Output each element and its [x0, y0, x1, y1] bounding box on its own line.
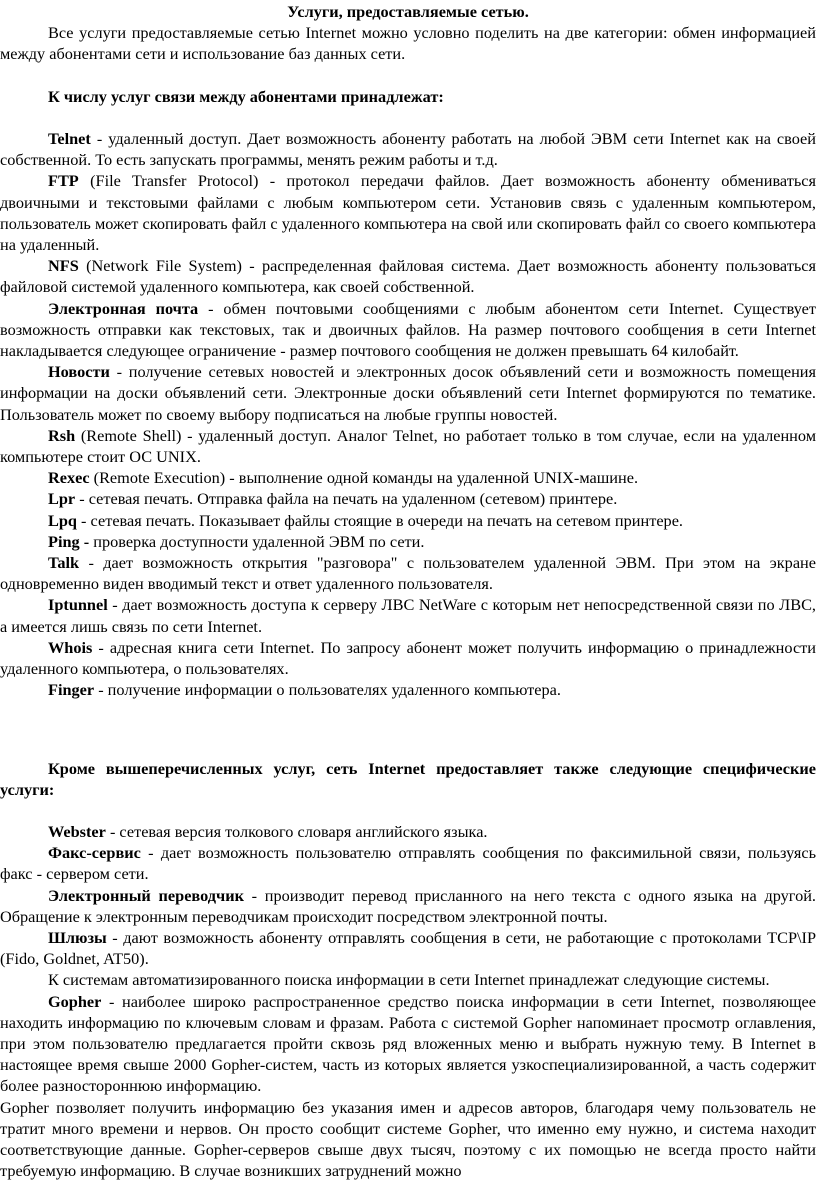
- definition: проверка доступности удаленной ЭВМ по сети.: [89, 531, 425, 551]
- service-finger: [0, 679, 816, 700]
- search-intro: К системам автоматизированного поиска информации в сети Internet принадлежат следующие системы.: [48, 970, 770, 990]
- term: Rsh: [48, 425, 76, 445]
- service-gateways: [0, 927, 816, 969]
- document-title: Услуги, предоставляемые сетью.: [287, 2, 529, 21]
- service-lpq: [0, 510, 816, 531]
- term: Lpq: [48, 510, 77, 530]
- intro-paragraph: Все услуги предоставляемые сетью Internet можно условно поделить на две категории: обмен информацией между абонентами сети и использование баз данных сети.: [0, 23, 816, 64]
- term: Rexec: [48, 468, 90, 488]
- special-list: [0, 821, 816, 1181]
- service-email: [0, 298, 816, 362]
- definition: (Remote Shell) - удаленный доступ. Аналог Telnet, но работает только в том случае, если на удаленном компьютере стоит ОС UNIX.: [0, 425, 816, 467]
- service-translator: [0, 885, 816, 927]
- service-talk: [0, 552, 816, 594]
- intro-block: [0, 22, 816, 64]
- term: Электронная почта: [48, 298, 199, 318]
- service-nfs: [0, 255, 816, 297]
- term: Webster: [48, 822, 106, 841]
- service-whois: [0, 637, 816, 679]
- term: Факс-сервис: [48, 843, 141, 863]
- definition: (File Transfer Protocol) - протокол передачи файлов. Дает возможность абоненту обмениваться двоичными и текстовыми файлами с любым компьютером сети. Установив связь с удаленным компьютером, пользователь может скопировать файл с удаленного компьютера на свой или скопировать файл со своего компьютера на удаленный.: [0, 171, 816, 255]
- heading-special: [0, 758, 816, 800]
- definition: - производит перевод присланного на него текста с одного языка на другой. Обращение к электронным переводчикам происходит посредством электронной почты.: [0, 885, 816, 926]
- term: NFS: [48, 256, 79, 276]
- service-gopher: [0, 991, 816, 1097]
- definition: - дает возможность пользователю отправлять сообщения по факсимильной связи, пользуясь факс - сервером сети.: [0, 843, 816, 884]
- service-news: [0, 361, 816, 425]
- definition: - получение сетевых новостей и электронных досок объявлений сети и возможность помещения информации на доски объявлений сети. Электронные доски объявлений сети Internet формируются по тематике. Пользователь может по своему выбору подписаться на любые группы новостей.: [0, 362, 816, 424]
- definition: - адресная книга сети Internet. По запросу абонент может получить информацию о принадлежности удаленного компьютера, о пользователях.: [0, 637, 816, 679]
- service-ftp: [0, 170, 816, 255]
- definition: - дают возможность абоненту отправлять сообщения в сети, не работающие с протоколами TCP\IP (Fido, Goldnet, AT50).: [0, 928, 816, 969]
- service-ping: [0, 531, 816, 552]
- definition: - сетевая печать. Отправка файла на печать на удаленном (сетевом) принтере.: [75, 489, 618, 509]
- term: Gopher: [48, 991, 102, 1011]
- definition: - удаленный доступ. Дает возможность абоненту работать на любой ЭВМ сети Internet как на своей собственной. То есть запускать программы, менять режим работы и т.д.: [0, 129, 816, 170]
- services-list: [0, 128, 816, 700]
- term: FTP: [48, 171, 79, 191]
- service-fax: [0, 842, 816, 884]
- section-heading: К числу услуг связи между абонентами принадлежат:: [48, 87, 444, 106]
- term: Шлюзы: [48, 928, 107, 948]
- heading-communication: [0, 86, 816, 107]
- term: Новости: [48, 362, 110, 382]
- definition: - сетевая версия толкового словаря английского языка.: [105, 822, 488, 841]
- definition: - дает возможность доступа к серверу ЛВС NetWare с которым нет непосредственной связи по ЛВС, а имеется лишь связь по сети Internet.: [0, 595, 816, 636]
- service-iptunnel: [0, 594, 816, 636]
- term: Lpr: [48, 489, 76, 509]
- definition: - обмен почтовыми сообщениями с любым абонентом сети Internet. Существует возможность отправки как текстовых, так и двоичных файлов. На размер почтового сообщения в сети Internet накладывается следующее ограничение - размер почтового сообщения не должен превышать 64 килобайт.: [0, 298, 816, 361]
- definition: - получение информации о пользователях удаленного компьютера.: [94, 680, 561, 700]
- service-telnet: [0, 128, 816, 170]
- gopher-continuation: Gopher позволяет получить информацию без указания имен и адресов авторов, благодаря чему пользователь не тратит много времени и нервов. Он просто сообщит системе Gopher, что именно ему нужно, и система находит соответствующие данные. Gopher-серверов свыше двух тысяч, поэтому с их помощью не всегда просто найти требуемую информацию. В случае возникших затруднений можно: [0, 1097, 816, 1181]
- service-rsh: [0, 425, 816, 467]
- term: Whois: [48, 637, 93, 657]
- definition: (Network File System) - распределенная файловая система. Дает возможность абоненту пользоваться файловой системой удаленного компьютера, как своей собственной.: [0, 256, 816, 297]
- term: Ping -: [48, 531, 90, 551]
- service-webster: [0, 821, 816, 842]
- term: Talk: [48, 553, 80, 573]
- term: Telnet: [48, 129, 91, 148]
- service-lpr: [0, 488, 816, 509]
- definition: - дает возможность открытия "разговора" с пользователем удаленной ЭВМ. При этом на экране одновременно виден вводимый текст и ответ удаленного пользователя.: [0, 553, 816, 594]
- term: Iptunnel: [48, 595, 108, 615]
- definition: (Remote Execution) - выполнение одной команды на удаленной UNIX-машине.: [89, 468, 639, 488]
- section-heading: Кроме вышеперечисленных услуг, сеть Internet предоставляет также следующие специфические услуги:: [0, 759, 816, 800]
- service-rexec: [0, 467, 816, 488]
- term: Электронный переводчик: [48, 885, 244, 905]
- definition: - наиболее широко распространенное средство поиска информации в сети Internet, позволяющее находить информацию по ключевым словам и фразам. Работа с системой Gopher напоминает просмотр оглавления, при этом пользователю предлагается пройти сквозь ряд вложенных меню и выбрать нужную тему. В Internet в настоящее время свыше 2000 Gopher-систем, часть из которых является узкоспециализированной, а часть содержит более разностороннюю информацию.: [0, 991, 816, 1096]
- definition: - сетевая печать. Показывает файлы стоящие в очереди на печать на сетевом принтере.: [76, 510, 683, 530]
- term: Finger: [48, 680, 95, 700]
